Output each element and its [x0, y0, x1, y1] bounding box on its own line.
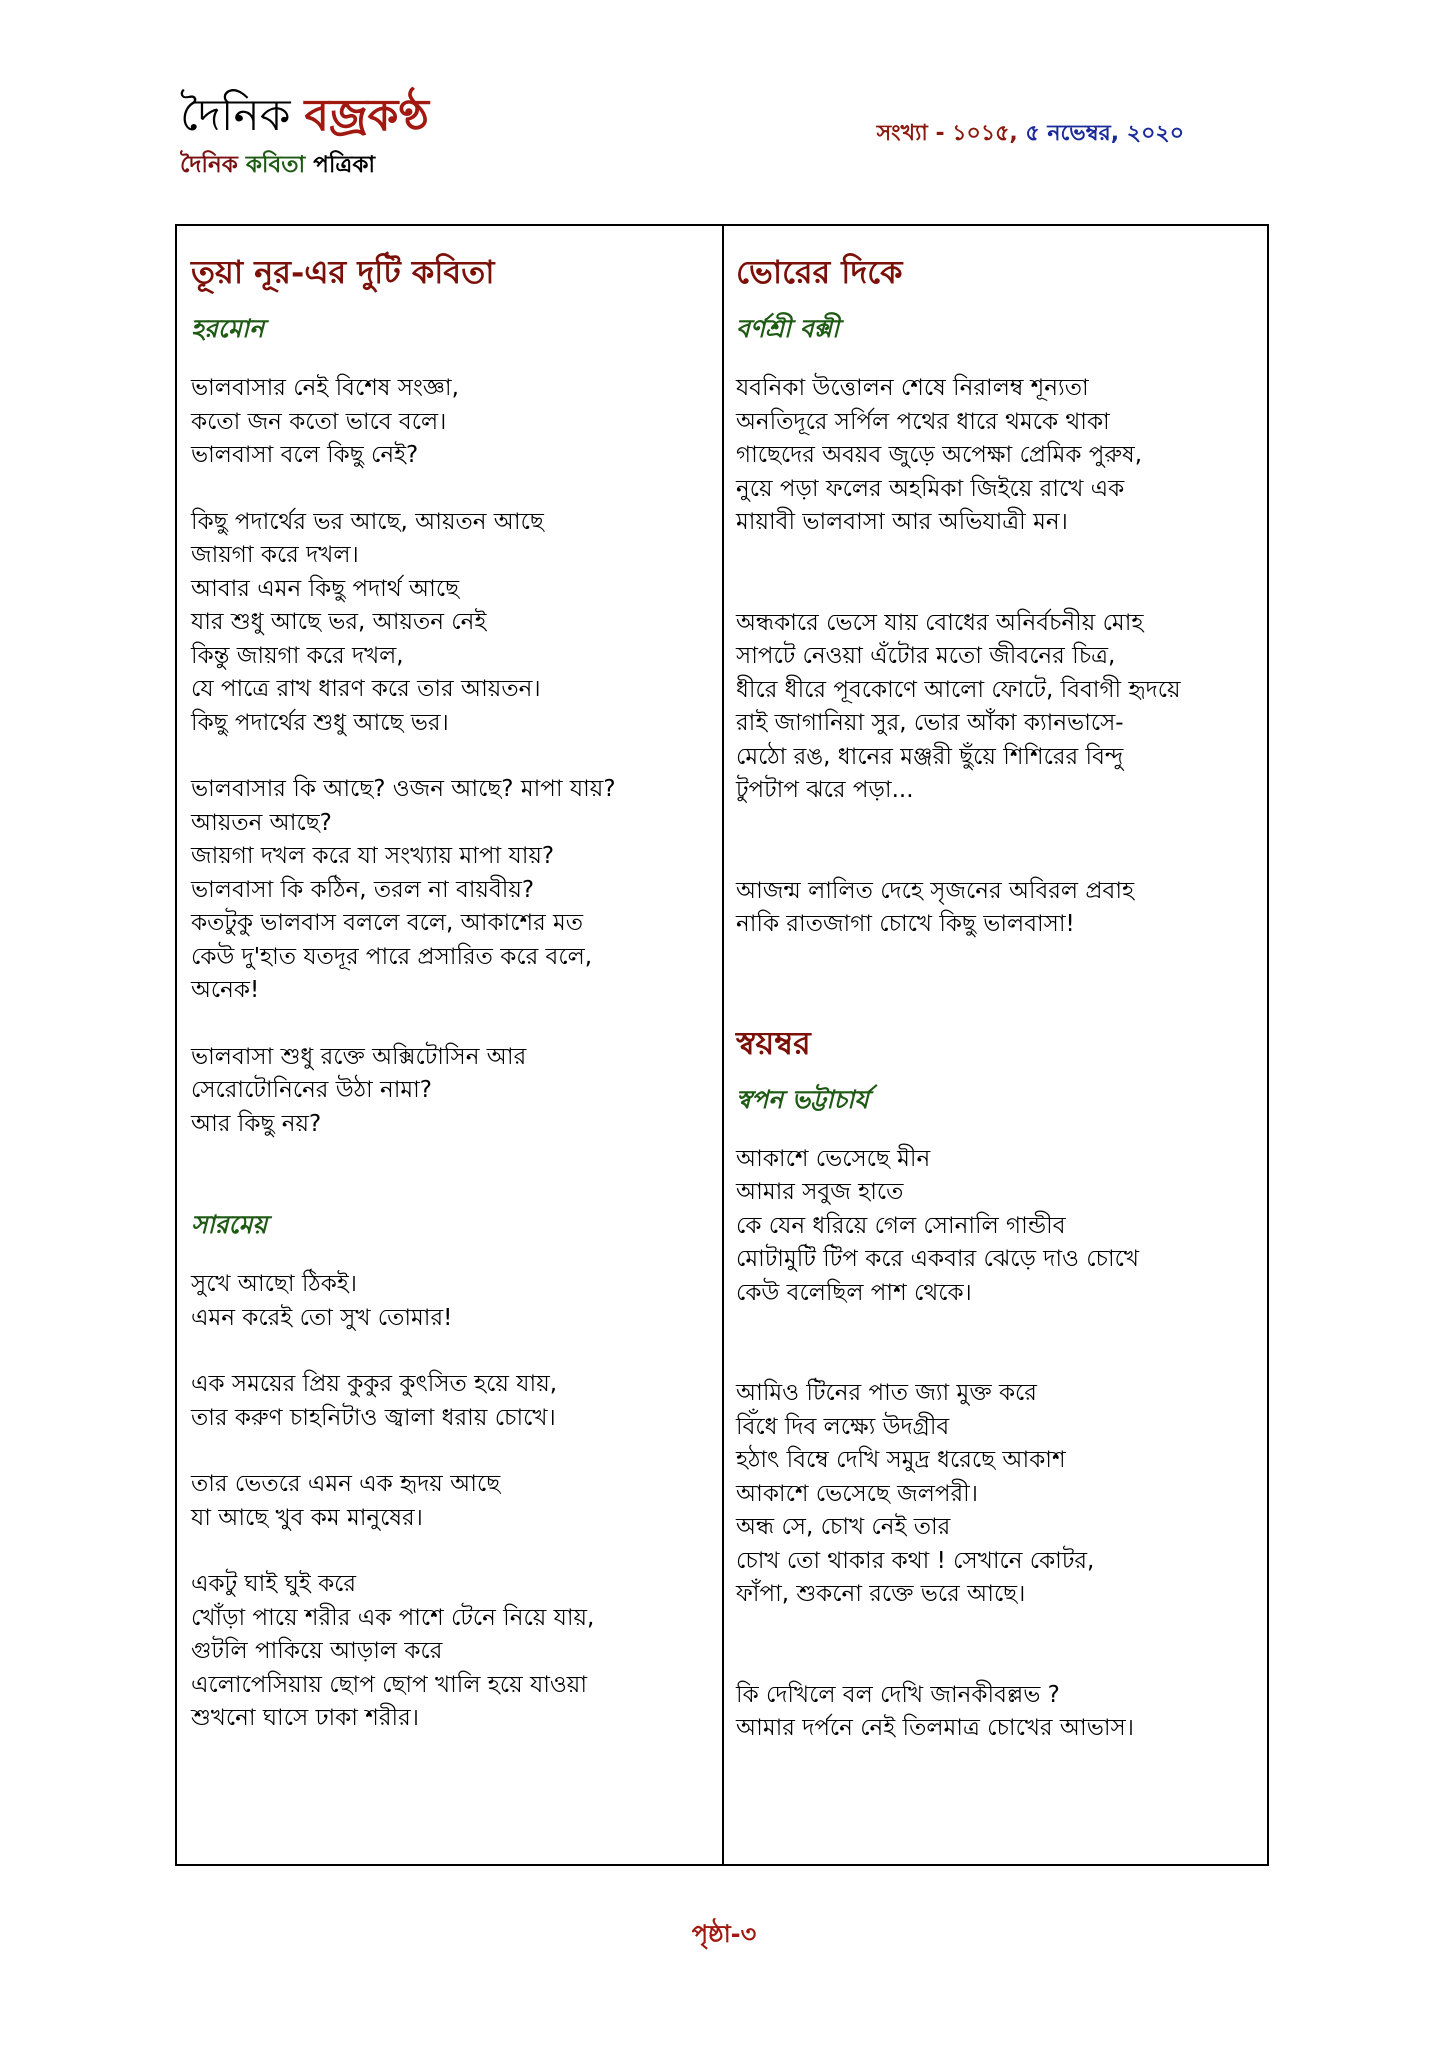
spacer [736, 1645, 1257, 1679]
issue-date: ৫ নভেম্বর, ২০২০ [1025, 121, 1184, 146]
masthead-subtitle-part3: পত্রিকা [313, 152, 376, 178]
stanza: এক সময়ের প্রিয় কুকুর কুৎসিত হয়ে যায়, তার করুণ চাহনিটাও জ্বালা ধরায় চোখে। [191, 1371, 558, 1431]
masthead [180, 88, 429, 185]
spacer [736, 841, 1257, 875]
poem-title-hormone: হরমোন [191, 314, 264, 343]
masthead-title-part1: দৈনিক [180, 90, 291, 141]
stanza: আজন্ম লালিত দেহে সৃজনের অবিরল প্রবাহ নাকি রাতজাগা চোখে কিছু ভালবাসা! [736, 877, 1135, 937]
stanza: ভালবাসার নেই বিশেষ সংজ্ঞা, কতো জন কতো ভাবে বলে। ভালবাসা বলে কিছু নেই? [191, 375, 459, 468]
stanza: ভালবাসা শুধু রক্তে অক্সিটোসিন আর সেরোটোনিনের উঠা নামা? আর কিছু নয়? [191, 1043, 527, 1137]
issue-number: সংখ্যা - ১০১৫, [876, 121, 1018, 146]
stanza: অন্ধকারে ভেসে যায় বোধের অনির্বচনীয় মোহ সাপটে নেওয়া এঁটোর মতো জীবনের চিত্র, ধীরে ধীরে পূবকোণে আলো ফোটে, বিবাগী হৃদয়ে রাই জাগানিয়া সুর, ভোর আঁকা ক্যানভাসে- মেঠো রঙ, ধানের মঞ্জরী ছুঁয়ে শিশিরের বিন্দু টুপটাপ ঝরে পড়া... [736, 609, 1181, 803]
stanza: কি দেখিলে বল দেখি জানকীবল্লভ ? আমার দর্পনে নেই তিলমাত্র চোখের আভাস। [736, 1681, 1134, 1741]
stanza: সুখে আছো ঠিকই। এমন করেই তো সুখ তোমার! [191, 1271, 453, 1331]
stanza: তার ভেতরে এমন এক হৃদয় আছে যা আছে খুব কম মানুষের। [191, 1471, 501, 1531]
page-number: পৃষ্ঠা-৩ [691, 1920, 757, 1948]
stanza: যবনিকা উত্তোলন শেষে নিরালম্ব শূন্যতা অনতিদূরে সর্পিল পথের ধারে থমকে থাকা গাছেদের অবয়ব জুড়ে অপেক্ষা প্রেমিক পুরুষ, নুয়ে পড়া ফলের অহমিকা জিইয়ে রাখে এক মায়াবী ভালবাসা আর অভিযাত্রী মন। [736, 375, 1143, 535]
content-frame [175, 224, 1269, 1866]
issue-info [877, 116, 1184, 153]
spacer [191, 1174, 712, 1208]
spacer [736, 975, 1257, 1009]
left-column-heading: তূয়া নূর-এর দুটি কবিতা [191, 253, 495, 291]
stanza: আকাশে ভেসেছে মীন আমার সবুজ হাতে কে যেন ধরিয়ে গেল সোনালি গান্ডীব মোটামুটি টিপ করে একবার ঝেড়ে দাও চোখে কেউ বলেছিল পাশ থেকে। [736, 1145, 1139, 1306]
poem-title-dawn: ভোরের দিকে [736, 253, 903, 291]
spacer [736, 573, 1257, 607]
masthead-subtitle-part1: দৈনিক [180, 152, 238, 178]
masthead-title-part2: বজ্রকণ্ঠ [304, 90, 429, 141]
poet-name: স্বপন ভট্টাচার্য [736, 1084, 869, 1114]
left-column [177, 226, 722, 1864]
masthead-subtitle-part2: কবিতা [245, 152, 306, 178]
poet-name: বর্ণশ্রী বক্সী [736, 314, 840, 343]
right-column [722, 226, 1267, 1864]
spacer [736, 1343, 1257, 1377]
stanza: একটু ঘাই ঘুই করে খোঁড়া পায়ে শরীর এক পাশে টেনে নিয়ে যায়, গুটলি পাকিয়ে আড়াল করে এলোপেসিয়ায় ছোপ ছোপ খালি হয়ে যাওয়া শুখনো ঘাসে ঢাকা শরীর। [191, 1571, 595, 1731]
stanza: ভালবাসার কি আছে? ওজন আছে? মাপা যায়? আয়তন আছে? জায়গা দখল করে যা সংখ্যায় মাপা যায়? ভালবাসা কি কঠিন, তরল না বায়বীয়? কতটুকু ভালবাস বললে বলে, আকাশের মত কেউ দু'হাত যতদূর পারে প্রসারিত করে বলে, অনেক! [191, 776, 616, 1003]
masthead-subtitle [180, 146, 429, 185]
masthead-title [180, 88, 429, 144]
poem-title-swayambar: স্বয়ম্বর [736, 1023, 811, 1062]
stanza: কিছু পদার্থের ভর আছে, আয়তন আছে জায়গা করে দখল। আবার এমন কিছু পদার্থ আছে যার শুধু আছে ভর, আয়তন নেই কিন্তু জায়গা করে দখল, যে পাত্রে রাখ ধারণ করে তার আয়তন। কিছু পদার্থের শুধু আছে ভর। [191, 508, 544, 736]
stanza: আমিও টিনের পাত জ্যা মুক্ত করে বিঁধে দিব লক্ষ্যে উদগ্রীব হঠাৎ বিম্বে দেখি সমুদ্র ধরেছে আকাশ আকাশে ভেসেছে জলপরী। অন্ধ সে, চোখ নেই তার চোখ তো থাকার কথা ! সেখানে কোটর, ফাঁপা, শুকনো রক্তে ভরে আছে। [736, 1380, 1095, 1607]
poem-title-sarameya: সারমেয় [191, 1210, 268, 1239]
